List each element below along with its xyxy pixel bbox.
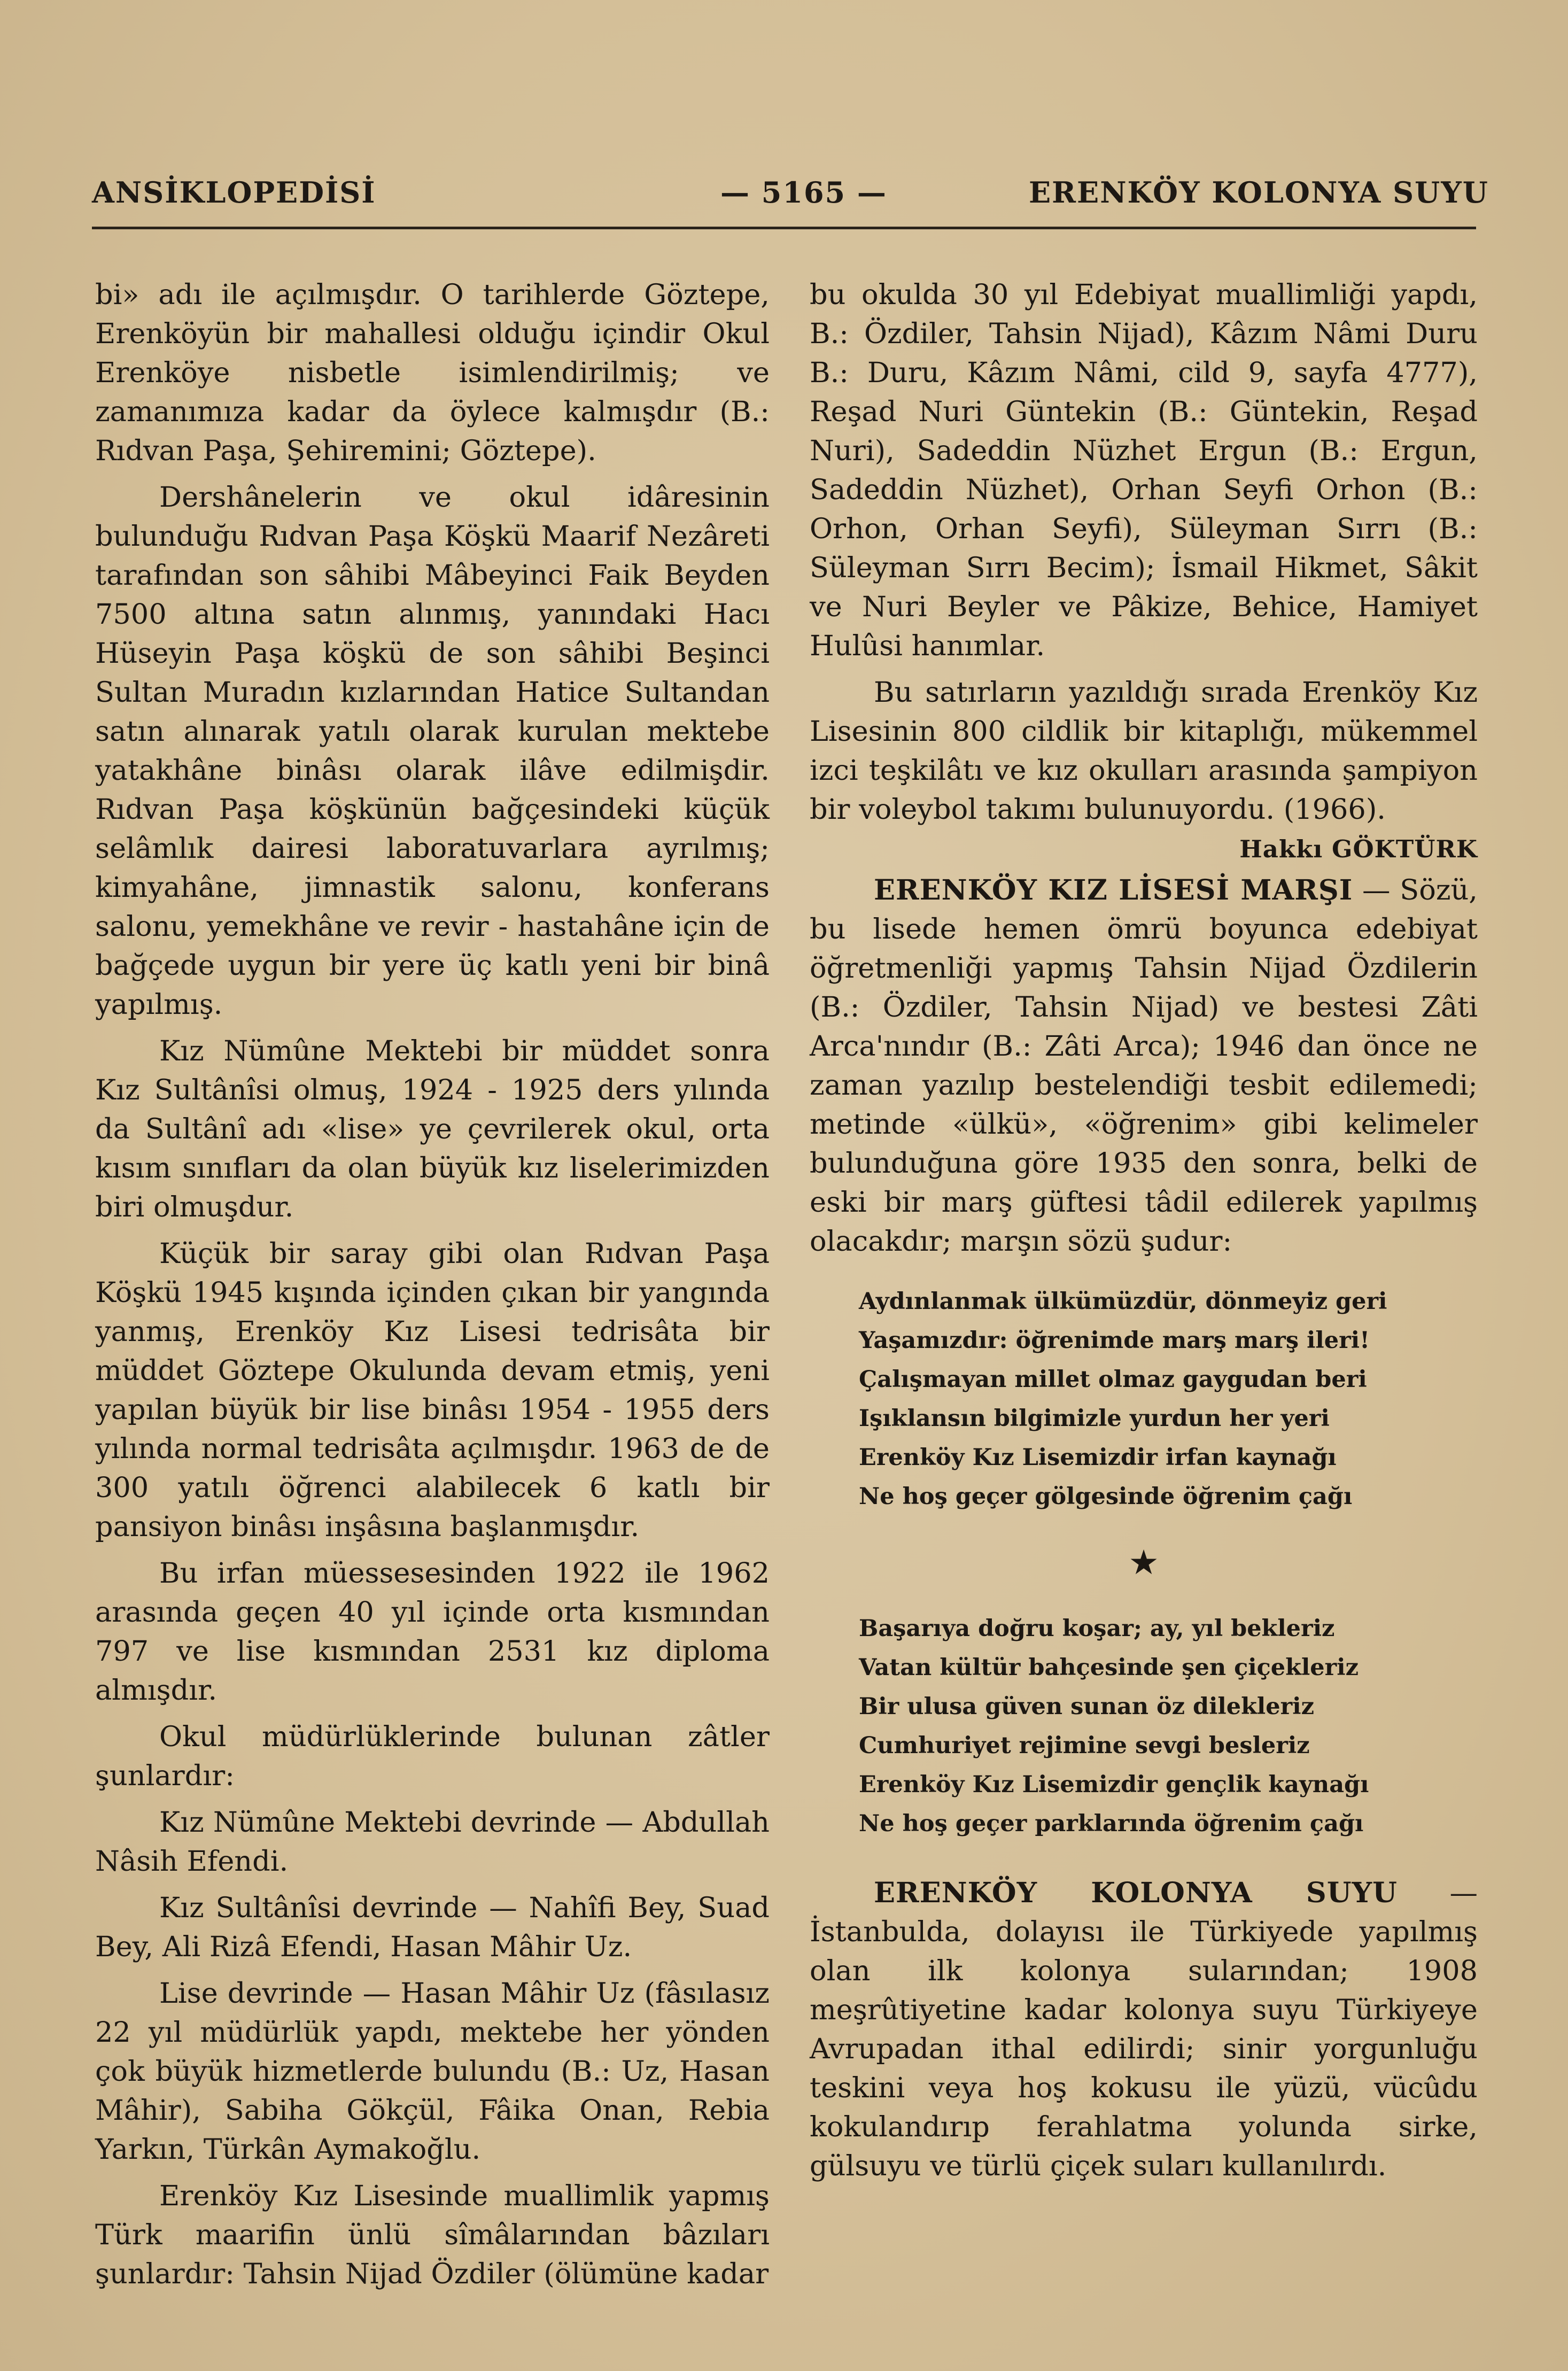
paragraph: Okul müdürlüklerinde bulunan zâtler şunlardır: xyxy=(95,1721,770,1792)
paragraph: Lise devrinde — Hasan Mâhir Uz (fâsılasız 22 yıl müdürlük yapdı, mektebe her yönden çok büyük hizmetlerde bulundu (B.: Uz, Hasan Mâhir), Sabiha Gökçül, Fâika Onan, Rebia Yarkın, Türkân Aymakoğlu. xyxy=(95,1977,770,2166)
poem-line: Bir ulusa güven sunan öz dilekleriz xyxy=(859,1693,1315,1720)
paragraph: bu okulda 30 yıl Edebiyat muallimliği yapdı, B.: Özdiler, Tahsin Nijad), Kâzım Nâmi Duru B.: Duru, Kâzım Nâmi, cild 9, sayfa 4777), Reşad Nuri Güntekin (B.: Güntekin, Reşad Nuri), Sadeddin Nüzhet Ergun (B.: Ergun, Sadeddin Nüzhet), Orhan Seyfi Orhon (B.: Orhon, Orhan Seyfi), Süleyman Sırrı (B.: Süleyman Sırrı Becim); İsmail Hikmet, Sâkit ve Nuri Beyler ve Pâkize, Behice, Hamiyet Hulûsi hanımlar. xyxy=(810,278,1478,662)
paragraph: Kız Sultânîsi devrinde — Nahîfi Bey, Suad Bey, Ali Rizâ Efendi, Hasan Mâhir Uz. xyxy=(95,1892,770,1963)
poem-stanza-2 xyxy=(810,1609,1478,1843)
paragraph: Küçük bir saray gibi olan Rıdvan Paşa Köşkü 1945 kışında içinden çıkan bir yangında yanmış, Erenköy Kız Lisesi tedrisâta bir müddet Göztepe Okulunda devam etmiş, yeni yapılan büyük bir lise binâsı 1954 - 1955 ders yılında normal tedrisâta açılmışdır. 1963 de de 300 yatılı öğrenci alabilecek 6 katlı bir pansiyon binâsı inşâsına başlanmışdır. xyxy=(95,1237,770,1543)
author-signature: Hakkı GÖKTÜRK xyxy=(1239,835,1478,863)
poem-line: Vatan kültür bahçesinde şen çiçekleriz xyxy=(859,1654,1359,1681)
poem-line: Çalışmayan millet olmaz gaygudan beri xyxy=(859,1366,1367,1393)
entry-kolonya xyxy=(810,1873,1478,2186)
entry-heading: ERENKÖY KIZ LİSESİ MARŞI xyxy=(874,874,1353,906)
paragraph: Bu irfan müessesesinden 1922 ile 1962 arasında geçen 40 yıl içinde orta kısmından 797 ve lise kısmından 2531 kız diploma almışdır. xyxy=(95,1557,770,1707)
poem-line: Ne hoş geçer parklarında öğrenim çağı xyxy=(859,1810,1364,1837)
poem-line: Yaşamızdır: öğrenimde marş marş ileri! xyxy=(859,1327,1370,1354)
running-header-left: ANSİKLOPEDİSİ xyxy=(92,175,376,210)
poem-stanza-1 xyxy=(810,1282,1478,1516)
star-separator-icon: ★ xyxy=(1128,1543,1159,1583)
header-rule xyxy=(92,227,1476,229)
poem-line: Işıklansın bilgimizle yurdun her yeri xyxy=(859,1405,1330,1432)
left-column xyxy=(95,275,770,2301)
poem-line: Cumhuriyet rejimine sevgi besleriz xyxy=(859,1732,1310,1759)
paragraph: Bu satırların yazıldığı sırada Erenköy Kız Lisesinin 800 cildlik bir kitaplığı, mükemmel izci teşkilâtı ve kız okulları arasında şampiyon bir voleybol takımı bulunuyordu. (1966). xyxy=(810,676,1478,826)
paragraph: bi» adı ile açılmışdır. O tarihlerde Göztepe, Erenköyün bir mahallesi olduğu içindir Okul Erenköye nisbetle isimlendirilmiş; ve zamanımıza kadar da öylece kalmışdır (B.: Rıdvan Paşa, Şehiremini; Göztepe). xyxy=(95,278,770,467)
poem-line: Erenköy Kız Lisemizdir gençlik kaynağı xyxy=(859,1771,1369,1798)
running-header-right: ERENKÖY KOLONYA SUYU xyxy=(1029,175,1489,210)
spacer xyxy=(810,1843,1478,1873)
paragraph: Dershânelerin ve okul idâresinin bulunduğu Rıdvan Paşa Köşkü Maarif Nezâreti tarafından son sâhibi Mâbeyinci Faik Beyden 7500 altına satın alınmış, yanındaki Hacı Hüseyin Paşa köşkü de son sâhibi Beşinci Sultan Muradın kızlarından Hatice Sultandan satın alınarak yatılı olarak kurulan mektebe yatakhâne binâsı olarak ilâve edilmişdir. Rıdvan Paşa köşkünün bağçesindeki küçük selâmlık dairesi laboratuvarlara ayrılmış; kimyahâne, jimnastik salonu, konferans salonu, yemekhâne ve revir - hastahâne için de bağçede uygun bir yere üç katlı yeni bir binâ yapılmış. xyxy=(95,481,770,1021)
entry-text: — İstanbulda, dolayısı ile Türkiyede yapılmış olan ilk kolonya sularından; 1908 meşrûtiyetine kadar kolonya suyu Türkiyeye Avrupadan ithal edilirdi; sinir yorgunluğu teskini veya hoş kokusu ile yüzü, vücûdu kokulandırıp ferahlatma yolunda sirke, gülsuyu ve türlü çiçek suları kullanılırdı. xyxy=(810,1877,1478,2182)
poem-line: Aydınlanmak ülkümüzdür, dönmeyiz geri xyxy=(859,1288,1387,1315)
page-number: — 5165 — xyxy=(720,175,887,210)
right-column xyxy=(810,275,1478,2193)
entry-heading: ERENKÖY KOLONYA SUYU xyxy=(874,1877,1398,1909)
entry-marsi xyxy=(810,871,1478,1261)
poem-line: Ne hoş geçer gölgesinde öğrenim çağı xyxy=(859,1483,1353,1510)
poem-line: Erenköy Kız Lisemizdir irfan kaynağı xyxy=(859,1444,1337,1471)
entry-text: — Sözü, bu lisede hemen ömrü boyunca edebiyat öğretmenliği yapmış Tahsin Nijad Özdilerin (B.: Özdiler, Tahsin Nijad) ve bestesi Zâti Arca'nındır (B.: Zâti Arca); 1946 dan önce ne zaman yazılıp bestelendiği tesbit edilemedi; metinde «ülkü», «öğrenim» gibi kelimeler bulunduğuna göre 1935 den sonra, belki de eski bir marş güftesi tâdil edilerek yapılmış olacakdır; marşın sözü şudur: xyxy=(810,874,1478,1258)
paragraph: Erenköy Kız Lisesinde muallimlik yapmış Türk maarifin ünlü sîmâlarından bâzıları şunlardır: Tahsin Nijad Özdiler (ölümüne kadar xyxy=(95,2180,770,2290)
paragraph: Kız Nümûne Mektebi devrinde — Abdullah Nâsih Efendi. xyxy=(95,1806,770,1878)
poem-line: Başarıya doğru koşar; ay, yıl bekleriz xyxy=(859,1615,1335,1642)
paragraph: Kız Nümûne Mektebi bir müddet sonra Kız Sultânîsi olmuş, 1924 - 1925 ders yılında da Sultânî adı «lise» ye çevrilerek okul, orta kısım sınıfları da olan büyük kız liselerimizden biri olmuşdur. xyxy=(95,1035,770,1223)
